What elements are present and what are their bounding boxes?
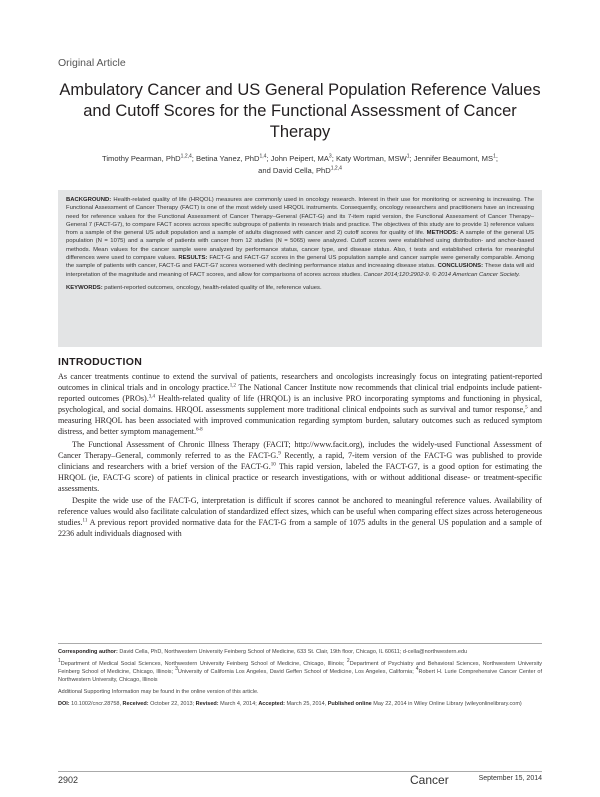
abstract-citation: Cancer 2014;120:2902-9. [363, 271, 431, 278]
journal-name: Cancer [410, 773, 449, 787]
published-label: Published online [327, 701, 372, 707]
body-paragraph-2: The Functional Assessment of Chronic Illness Therapy (FACIT; http://www.facit.org), includes the widely-used Functional Assessment of Cancer Therapy–General, commonly referred to as the FACT-G.$^9$ Recently, a rapid, 7-item version of the FACT-G was published to provide clinicians and researchers with a brief version of the FACT-G.$^{10}$ This rapid version, labeled the FACT-G7, is a good option for estimating the HRQOL (ie, FACT-G score) of patients in clinical practice or research investigations, with or without additional disease- or treatment-specific assessments. [58, 439, 542, 493]
methods-label: METHODS: [426, 230, 459, 237]
author-name: Katy Wortman, MSW [335, 154, 407, 163]
affiliation-marker: 2 [346, 658, 350, 665]
author-affiliation-marker: 1,2,4 [330, 165, 342, 172]
abstract-box [58, 190, 542, 347]
introduction-heading: INTRODUCTION [58, 356, 143, 368]
citation-marker: 10 [270, 462, 276, 468]
issue-date: September 15, 2014 [478, 775, 542, 782]
author-name: Betina Yanez, PhD [196, 154, 260, 163]
accepted-text: March 25, 2014, [286, 701, 327, 707]
corresponding-label: Corresponding author: [58, 649, 118, 655]
article-title: Ambulatory Cancer and US General Population Reference Values and Cutoff Scores for the Functional Assessment of Cancer Therapy [59, 81, 541, 141]
citation-marker: 1,2 [229, 383, 236, 389]
body-paragraph-1: As cancer treatments continue to extend the survival of patients, researchers and oncologists increasingly focus on integrating patient-reported outcomes in clinical trials and in oncology practice.$^{1,2}$ The National Cancer Institute now recommends that clinical trial endpoints include patient-reported outcomes (PROs).$^{3,4}$ Health-related quality of life (HRQOL) is an inclusive PRO incorporating symptoms and functioning in physical, psychological, and social domains. HRQOL assessments supplement more traditional clinical endpoints such as survival and tumor response,$^5$ and measuring HRQOL has been associated with improved communication regarding symptom burden, salutary outcomes such as reduced symptom distress, and better symptom management.$^{6-8}$ [58, 372, 542, 437]
abstract-copyright: © 2014 American Cancer Society. [431, 271, 521, 278]
author-name: Jennifer Beaumont, MS [413, 154, 494, 163]
affiliation-marker: 3 [175, 666, 178, 673]
doi-text: 10.1002/cncr.28758, [71, 701, 122, 707]
author-affiliation-marker: 3 [328, 153, 332, 160]
author-affiliation-marker: 1,4 [259, 153, 267, 160]
author-affiliation-marker: 1 [493, 153, 496, 160]
published-text: May 22, 2014 in Wiley Online Library (wileyonlinelibrary.com) [373, 701, 522, 707]
affiliation-marker: 4 [415, 666, 419, 673]
section-label: Original Article [58, 57, 126, 69]
citation-marker: 11 [82, 518, 88, 524]
publication-history [58, 700, 542, 708]
body-paragraph-3: Despite the wide use of the FACT-G, interpretation is difficult if scores cannot be anchored to meaningful reference values. Availability of reference values would also facilitate calculation of standardized effect sizes, which can be useful when comparing effect sizes across heterogeneous studies.$^{11}$ A previous report provided normative data for the FACT-G from a sample of 1075 adults in the general US population and a sample of 2236 adult individuals diagnosed with [58, 496, 542, 539]
background-text: Health-related quality of life (HRQOL) measures are commonly used in oncology research. Interest in their use for monitoring or screening is increasing. The Functional Assessment of Cancer Therapy (FACT) is one of the most widely used HRQOL instruments. Consequently, oncology researchers and practitioners have an increasing need for reference values for the Functional Assessment of Cancer Therapy–General (FACT-G) and its 7-item rapid version, the Functional Assessment of Cancer Therapy–General 7 (FACT-G7), to compare FACT scores across specific subgroups of patients in research trials and practice. The objectives of this study are to provide 1) reference values from a sample of the general US adult population and a sample of adults diagnosed with cancer and 2) cutoff scores for quality of life. [66, 197, 535, 237]
received-label: Received: [122, 701, 149, 707]
background-label: BACKGROUND: [66, 197, 112, 203]
corresponding-text: David Cella, PhD, Northwestern University Feinberg School of Medicine, 633 St. Clair, 19th floor, Chicago, IL 60611; d-cella@northwestern.edu [119, 649, 468, 655]
conclusions-text: These data will aid interpretation of the magnitude and meaning of FACT scores, and allow for comparisons of scores across studies. [66, 263, 534, 278]
citation-marker: 6-8 [196, 427, 203, 433]
affiliation-text: Department of Medical Social Sciences, Northwestern University Feinberg School of Medicine, Chicago, Illinois; [60, 661, 347, 667]
abstract-paragraph [66, 196, 534, 279]
citation-marker: 3,4 [148, 394, 155, 400]
keywords-paragraph [66, 284, 534, 292]
citation-marker: 9 [278, 450, 281, 456]
results-label: RESULTS: [178, 255, 208, 262]
author-name: Timothy Pearman, PhD [102, 154, 181, 163]
supporting-info: Additional Supporting Information may be found in the online version of this article. [58, 689, 259, 695]
affiliation-text: Robert H. Lurie Comprehensive Cancer Center of Northwestern University, Chicago, Illinois [58, 669, 542, 683]
page-footer [58, 771, 542, 787]
author-affiliation-marker: 1 [406, 153, 410, 160]
results-text: FACT-G and FACT-G7 scores in the general US population sample and cancer sample were generally comparable. Among the sample of patients with cancer, FACT-G and FACT-G7 scores worsened with declining performance status and increasing disease status. [66, 255, 534, 270]
affiliation-text: Department of Psychiatry and Behavioral Sciences, Northwestern University Feinberg School of Medicine, Chicago, Illinois; [58, 661, 543, 675]
received-text: October 22, 2013; [150, 701, 195, 707]
keywords-label: KEYWORDS: [66, 284, 103, 291]
methods-text: A sample of the general US population (N = 1075) and a sample of patients with cancer from 12 studies (N = 5065) were analyzed. Cutoff scores were established using distribution- and anchor-based methods. Mean values for the cancer sample were analyzed by performance status, cancer type, and disease status. Also, t tests and established criteria for meaningful differences were used to compare values. [66, 230, 534, 262]
affiliations [58, 660, 542, 684]
doi-label: DOI: [58, 701, 70, 707]
revised-text: March 4, 2014; [220, 701, 257, 707]
keywords-text: patient-reported outcomes, oncology, health-related quality of life, reference values. [104, 284, 322, 291]
footnotes [58, 643, 542, 708]
author-affiliation-marker: 1,2,4 [180, 153, 192, 160]
revised-label: Revised: [195, 701, 219, 707]
author-list: Timothy Pearman, PhD$^{1,2,4}$; Betina Yanez, PhD$^{1,4}$; John Peipert, $MA^3$; Katy Wortman, MSW$^1$; Jennifer Beaumont, $MS^1$; and David Cella, PhD$^{1,2,4}$ [102, 153, 498, 175]
citation-marker: 5 [525, 405, 528, 411]
author-name: David Cella, PhD [272, 166, 331, 175]
accepted-label: Accepted: [258, 701, 285, 707]
author-name: John Peipert, MA [270, 154, 329, 163]
corresponding-author [58, 648, 542, 656]
body-text [58, 371, 542, 539]
affiliation-marker: 1 [58, 658, 61, 665]
conclusions-label: CONCLUSIONS: [437, 263, 484, 270]
affiliation-text: University of California Los Angeles, David Geffen School of Medicine, Los Angeles, California; [177, 669, 416, 675]
page-number: 2902 [58, 775, 79, 785]
